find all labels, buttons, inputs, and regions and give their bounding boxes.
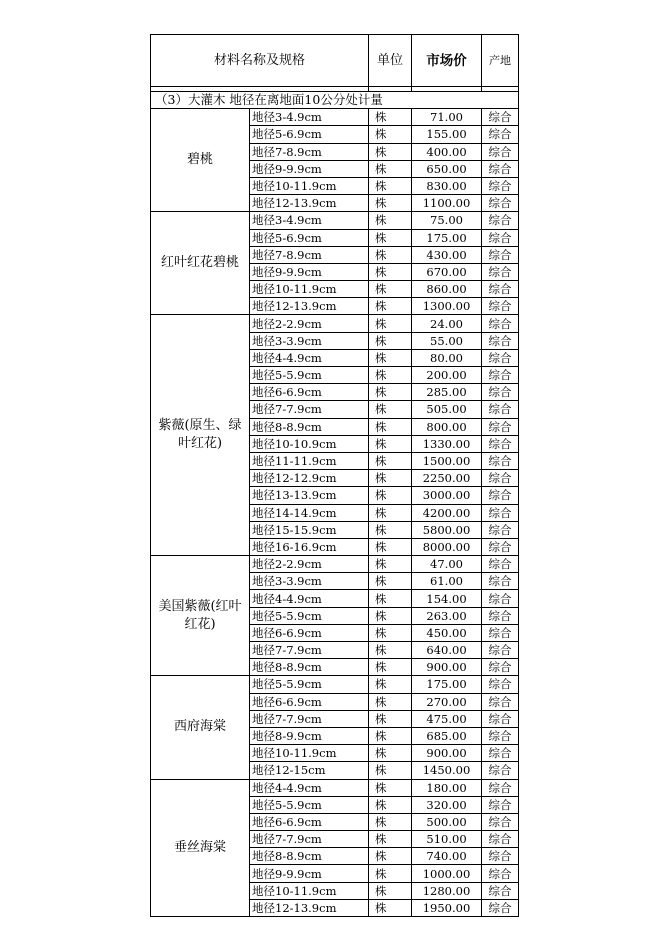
origin-cell: 综合 (482, 624, 519, 641)
origin-cell: 综合 (482, 435, 519, 452)
spec-cell: 地径3-4.9cm (250, 212, 369, 229)
origin-cell: 综合 (482, 745, 519, 762)
origin-cell: 综合 (482, 882, 519, 899)
price-cell: 685.00 (412, 727, 482, 744)
price-cell: 740.00 (412, 848, 482, 865)
header-row (151, 35, 519, 87)
unit-cell: 株 (369, 796, 412, 813)
origin-cell: 综合 (482, 160, 519, 177)
spec-cell: 地径5-6.9cm (250, 229, 369, 246)
origin-cell: 综合 (482, 349, 519, 366)
spec-cell: 地径5-5.9cm (250, 796, 369, 813)
price-cell: 285.00 (412, 384, 482, 401)
header-name-spec: 材料名称及规格 (151, 35, 369, 87)
price-cell: 75.00 (412, 212, 482, 229)
price-cell: 650.00 (412, 160, 482, 177)
price-cell: 180.00 (412, 779, 482, 796)
origin-cell: 综合 (482, 659, 519, 676)
price-cell: 900.00 (412, 659, 482, 676)
unit-cell: 株 (369, 470, 412, 487)
unit-cell: 株 (369, 831, 412, 848)
spec-cell: 地径5-6.9cm (250, 126, 369, 143)
unit-cell: 株 (369, 452, 412, 469)
price-cell: 1280.00 (412, 882, 482, 899)
price-cell: 4200.00 (412, 504, 482, 521)
spec-cell: 地径10-11.9cm (250, 177, 369, 194)
origin-cell: 综合 (482, 452, 519, 469)
spec-cell: 地径12-13.9cm (250, 195, 369, 212)
price-cell: 8000.00 (412, 538, 482, 555)
origin-cell: 综合 (482, 504, 519, 521)
unit-cell: 株 (369, 332, 412, 349)
table-row (151, 556, 519, 573)
price-cell: 500.00 (412, 813, 482, 830)
spec-cell: 地径6-6.9cm (250, 813, 369, 830)
spec-cell: 地径8-8.9cm (250, 418, 369, 435)
price-cell: 47.00 (412, 556, 482, 573)
section-row (151, 92, 519, 109)
spec-cell: 地径11-11.9cm (250, 452, 369, 469)
unit-cell: 株 (369, 762, 412, 779)
spec-cell: 地径2-2.9cm (250, 315, 369, 332)
origin-cell: 综合 (482, 727, 519, 744)
unit-cell: 株 (369, 298, 412, 315)
origin-cell: 综合 (482, 813, 519, 830)
spec-cell: 地径3-3.9cm (250, 573, 369, 590)
spec-cell: 地径14-14.9cm (250, 504, 369, 521)
price-cell: 640.00 (412, 642, 482, 659)
origin-cell: 综合 (482, 109, 519, 126)
spec-cell: 地径9-9.9cm (250, 160, 369, 177)
origin-cell: 综合 (482, 143, 519, 160)
unit-cell: 株 (369, 504, 412, 521)
origin-cell: 综合 (482, 710, 519, 727)
spec-cell: 地径6-6.9cm (250, 693, 369, 710)
spec-cell: 地径8-9.9cm (250, 727, 369, 744)
table-row (151, 676, 519, 693)
price-cell: 1100.00 (412, 195, 482, 212)
material-name: 垂丝海棠 (151, 779, 250, 917)
unit-cell: 株 (369, 246, 412, 263)
origin-cell: 综合 (482, 315, 519, 332)
header-unit: 单位 (369, 35, 412, 87)
origin-cell: 综合 (482, 418, 519, 435)
material-name: 红叶红花碧桃 (151, 212, 250, 315)
price-cell: 830.00 (412, 177, 482, 194)
unit-cell: 株 (369, 573, 412, 590)
origin-cell: 综合 (482, 126, 519, 143)
unit-cell: 株 (369, 693, 412, 710)
origin-cell: 综合 (482, 367, 519, 384)
spec-cell: 地径5-5.9cm (250, 367, 369, 384)
unit-cell: 株 (369, 624, 412, 641)
spec-cell: 地径7-7.9cm (250, 401, 369, 418)
origin-cell: 综合 (482, 538, 519, 555)
unit-cell: 株 (369, 779, 412, 796)
spec-cell: 地径3-4.9cm (250, 109, 369, 126)
price-cell: 3000.00 (412, 487, 482, 504)
price-cell: 1000.00 (412, 865, 482, 882)
unit-cell: 株 (369, 710, 412, 727)
origin-cell: 综合 (482, 470, 519, 487)
origin-cell: 综合 (482, 865, 519, 882)
origin-cell: 综合 (482, 573, 519, 590)
price-cell: 1300.00 (412, 298, 482, 315)
unit-cell: 株 (369, 899, 412, 916)
price-cell: 154.00 (412, 590, 482, 607)
origin-cell: 综合 (482, 298, 519, 315)
price-cell: 400.00 (412, 143, 482, 160)
material-name: 碧桃 (151, 109, 250, 212)
unit-cell: 株 (369, 384, 412, 401)
price-cell: 71.00 (412, 109, 482, 126)
spec-cell: 地径7-8.9cm (250, 246, 369, 263)
price-cell: 5800.00 (412, 521, 482, 538)
price-cell: 155.00 (412, 126, 482, 143)
unit-cell: 株 (369, 487, 412, 504)
origin-cell: 综合 (482, 676, 519, 693)
price-cell: 270.00 (412, 693, 482, 710)
origin-cell: 综合 (482, 848, 519, 865)
price-cell: 670.00 (412, 263, 482, 280)
table-row (151, 212, 519, 229)
spec-cell: 地径3-3.9cm (250, 332, 369, 349)
spec-cell: 地径6-6.9cm (250, 624, 369, 641)
price-cell: 475.00 (412, 710, 482, 727)
price-cell: 860.00 (412, 281, 482, 298)
unit-cell: 株 (369, 538, 412, 555)
spec-cell: 地径2-2.9cm (250, 556, 369, 573)
origin-cell: 综合 (482, 642, 519, 659)
spec-cell: 地径5-5.9cm (250, 676, 369, 693)
price-cell: 505.00 (412, 401, 482, 418)
unit-cell: 株 (369, 865, 412, 882)
price-cell: 80.00 (412, 349, 482, 366)
material-name: 美国紫薇(红叶红花) (151, 556, 250, 676)
price-cell: 430.00 (412, 246, 482, 263)
spec-cell: 地径16-16.9cm (250, 538, 369, 555)
price-cell: 2250.00 (412, 470, 482, 487)
unit-cell: 株 (369, 126, 412, 143)
price-table (150, 34, 519, 917)
spec-cell: 地径4-4.9cm (250, 349, 369, 366)
origin-cell: 综合 (482, 246, 519, 263)
price-cell: 1950.00 (412, 899, 482, 916)
spec-cell: 地径10-10.9cm (250, 435, 369, 452)
spec-cell: 地径9-9.9cm (250, 263, 369, 280)
origin-cell: 综合 (482, 899, 519, 916)
unit-cell: 株 (369, 676, 412, 693)
spec-cell: 地径12-13.9cm (250, 298, 369, 315)
origin-cell: 综合 (482, 229, 519, 246)
header-price: 市场价 (412, 35, 482, 87)
origin-cell: 综合 (482, 831, 519, 848)
origin-cell: 综合 (482, 693, 519, 710)
unit-cell: 株 (369, 418, 412, 435)
spec-cell: 地径12-12.9cm (250, 470, 369, 487)
table-row (151, 315, 519, 332)
unit-cell: 株 (369, 607, 412, 624)
price-cell: 320.00 (412, 796, 482, 813)
material-name: 紫薇(原生、绿叶红花) (151, 315, 250, 556)
table-row (151, 779, 519, 796)
price-cell: 175.00 (412, 229, 482, 246)
origin-cell: 综合 (482, 607, 519, 624)
table-row (151, 109, 519, 126)
origin-cell: 综合 (482, 590, 519, 607)
spec-cell: 地径10-11.9cm (250, 882, 369, 899)
origin-cell: 综合 (482, 762, 519, 779)
price-cell: 1500.00 (412, 452, 482, 469)
spec-cell: 地径15-15.9cm (250, 521, 369, 538)
origin-cell: 综合 (482, 487, 519, 504)
origin-cell: 综合 (482, 177, 519, 194)
spec-cell: 地径7-7.9cm (250, 642, 369, 659)
unit-cell: 株 (369, 848, 412, 865)
price-cell: 1450.00 (412, 762, 482, 779)
spec-cell: 地径13-13.9cm (250, 487, 369, 504)
unit-cell: 株 (369, 642, 412, 659)
unit-cell: 株 (369, 521, 412, 538)
spec-cell: 地径6-6.9cm (250, 384, 369, 401)
unit-cell: 株 (369, 745, 412, 762)
origin-cell: 综合 (482, 281, 519, 298)
unit-cell: 株 (369, 160, 412, 177)
price-cell: 55.00 (412, 332, 482, 349)
price-cell: 175.00 (412, 676, 482, 693)
unit-cell: 株 (369, 263, 412, 280)
spec-cell: 地径7-7.9cm (250, 710, 369, 727)
unit-cell: 株 (369, 727, 412, 744)
unit-cell: 株 (369, 659, 412, 676)
origin-cell: 综合 (482, 212, 519, 229)
spec-cell: 地径9-9.9cm (250, 865, 369, 882)
material-name: 西府海棠 (151, 676, 250, 779)
unit-cell: 株 (369, 229, 412, 246)
origin-cell: 综合 (482, 779, 519, 796)
spec-cell: 地径8-8.9cm (250, 659, 369, 676)
price-cell: 263.00 (412, 607, 482, 624)
price-cell: 450.00 (412, 624, 482, 641)
price-cell: 200.00 (412, 367, 482, 384)
origin-cell: 综合 (482, 195, 519, 212)
origin-cell: 综合 (482, 401, 519, 418)
spec-cell: 地径8-8.9cm (250, 848, 369, 865)
origin-cell: 综合 (482, 332, 519, 349)
price-cell: 510.00 (412, 831, 482, 848)
unit-cell: 株 (369, 401, 412, 418)
spec-cell: 地径5-5.9cm (250, 607, 369, 624)
unit-cell: 株 (369, 590, 412, 607)
unit-cell: 株 (369, 109, 412, 126)
spec-cell: 地径4-4.9cm (250, 590, 369, 607)
price-cell: 24.00 (412, 315, 482, 332)
spec-cell: 地径12-15cm (250, 762, 369, 779)
spec-cell: 地径4-4.9cm (250, 779, 369, 796)
unit-cell: 株 (369, 143, 412, 160)
unit-cell: 株 (369, 177, 412, 194)
unit-cell: 株 (369, 435, 412, 452)
spec-cell: 地径10-11.9cm (250, 281, 369, 298)
price-cell: 61.00 (412, 573, 482, 590)
unit-cell: 株 (369, 195, 412, 212)
spec-cell: 地径7-8.9cm (250, 143, 369, 160)
unit-cell: 株 (369, 212, 412, 229)
origin-cell: 综合 (482, 384, 519, 401)
section-title: （3）大灌木 地径在离地面10公分处计量 (151, 92, 519, 109)
origin-cell: 综合 (482, 556, 519, 573)
price-cell: 1330.00 (412, 435, 482, 452)
price-cell: 900.00 (412, 745, 482, 762)
unit-cell: 株 (369, 367, 412, 384)
header-origin: 产地 (482, 35, 519, 87)
unit-cell: 株 (369, 556, 412, 573)
unit-cell: 株 (369, 281, 412, 298)
origin-cell: 综合 (482, 796, 519, 813)
unit-cell: 株 (369, 882, 412, 899)
price-cell: 800.00 (412, 418, 482, 435)
spec-cell: 地径10-11.9cm (250, 745, 369, 762)
unit-cell: 株 (369, 813, 412, 830)
origin-cell: 综合 (482, 263, 519, 280)
origin-cell: 综合 (482, 521, 519, 538)
spec-cell: 地径12-13.9cm (250, 899, 369, 916)
spec-cell: 地径7-7.9cm (250, 831, 369, 848)
unit-cell: 株 (369, 315, 412, 332)
unit-cell: 株 (369, 349, 412, 366)
